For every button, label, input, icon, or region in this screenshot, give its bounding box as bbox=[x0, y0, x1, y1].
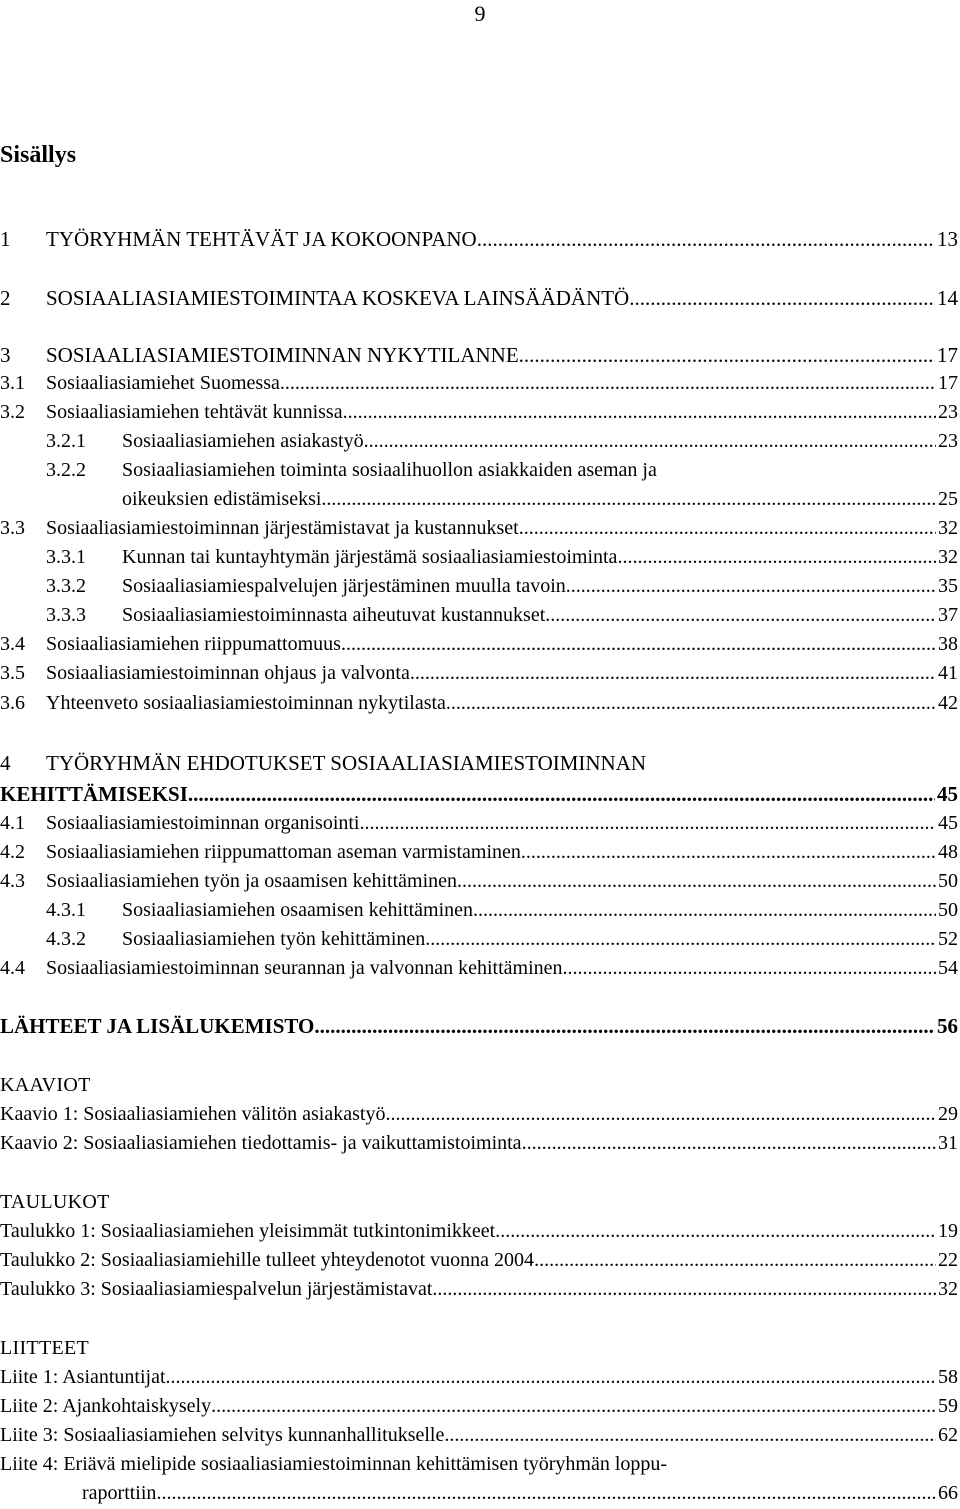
toc-entry-page: 25 bbox=[938, 488, 958, 510]
toc-entry-number: 4.4 bbox=[0, 957, 25, 979]
toc-entry[interactable] bbox=[46, 925, 958, 954]
list-item-label: Liite 3: Sosiaaliasiamiehen selvitys kunnanhallitukselle bbox=[0, 1424, 445, 1446]
toc-entry[interactable] bbox=[0, 809, 958, 838]
toc-entry-page: 56 bbox=[937, 1014, 958, 1038]
toc-entry-number: 3.4 bbox=[0, 633, 25, 655]
toc-entry-page: 45 bbox=[937, 782, 958, 806]
toc-entry-number: 3.3.1 bbox=[46, 546, 86, 568]
toc-entry[interactable] bbox=[0, 838, 958, 867]
list-item[interactable] bbox=[0, 1100, 958, 1129]
toc-entry-label-continued: KEHITTÄMISEKSI bbox=[0, 782, 188, 806]
toc-entry-label: Yhteenveto sosiaaliasiamiestoiminnan nykytilasta bbox=[46, 692, 446, 714]
toc-entry-label: TYÖRYHMÄN EHDOTUKSET SOSIAALIASIAMIESTOIMINNAN bbox=[46, 751, 647, 775]
toc-entry-number: 4.2 bbox=[0, 841, 25, 863]
list-item-page: 19 bbox=[938, 1220, 958, 1242]
toc-entry-number: 3.1 bbox=[0, 372, 25, 394]
leader-dots bbox=[444, 1421, 936, 1450]
toc-entry-number: 3.3.3 bbox=[46, 604, 86, 626]
toc-entry-label: Sosiaaliasiamiehen tehtävät kunnissa bbox=[46, 401, 343, 423]
section-heading-kaaviot: KAAVIOT bbox=[0, 1074, 91, 1096]
toc-entry-page: 35 bbox=[938, 575, 958, 597]
toc-entry-number: 4 bbox=[0, 751, 11, 775]
list-item-page: 66 bbox=[938, 1482, 958, 1504]
leader-dots bbox=[534, 1246, 936, 1275]
list-item-label: Liite 2: Ajankohtaiskysely bbox=[0, 1395, 212, 1417]
toc-entry-label: Sosiaaliasiamiehen työn ja osaamisen kehittäminen bbox=[46, 870, 458, 892]
toc-entry[interactable] bbox=[0, 369, 958, 398]
list-item-label: Liite 1: Asiantuntijat bbox=[0, 1366, 166, 1388]
leader-dots bbox=[314, 1012, 935, 1041]
leader-dots bbox=[519, 514, 936, 543]
toc-entry-page: 48 bbox=[938, 841, 958, 863]
toc-entry-label: Sosiaaliasiamiehen työn kehittäminen bbox=[122, 928, 426, 950]
leader-dots bbox=[521, 838, 936, 867]
toc-entry-continuation[interactable] bbox=[122, 485, 958, 514]
leader-dots bbox=[364, 427, 936, 456]
list-item[interactable] bbox=[0, 1129, 958, 1158]
toc-entry-label: Sosiaaliasiamiehen asiakastyö bbox=[122, 430, 364, 452]
toc-entry[interactable] bbox=[46, 572, 958, 601]
toc-entry-label: Sosiaaliasiamiehen riippumattoman aseman varmistaminen bbox=[46, 841, 521, 863]
toc-entry[interactable] bbox=[0, 398, 958, 427]
toc-entry-page: 52 bbox=[938, 928, 958, 950]
toc-entry-page: 32 bbox=[938, 517, 958, 539]
toc-entry-multiline[interactable] bbox=[46, 456, 657, 485]
leader-dots bbox=[341, 630, 936, 659]
toc-entry-page: 17 bbox=[937, 343, 958, 367]
toc-entry-label: Sosiaaliasiamiehen riippumattomuus bbox=[46, 633, 341, 655]
list-item[interactable] bbox=[0, 1246, 958, 1275]
leader-dots bbox=[563, 954, 936, 983]
leader-dots bbox=[473, 896, 936, 925]
list-item-label: Kaavio 1: Sosiaaliasiamiehen välitön asiakastyö bbox=[0, 1103, 386, 1125]
toc-entry-number: 2 bbox=[0, 286, 11, 310]
leader-dots bbox=[156, 1479, 936, 1508]
toc-entry[interactable] bbox=[46, 601, 958, 630]
toc-entry-references[interactable] bbox=[0, 1012, 958, 1041]
toc-entry-page: 32 bbox=[938, 546, 958, 568]
leader-dots bbox=[385, 1100, 936, 1129]
section-heading-taulukot: TAULUKOT bbox=[0, 1191, 110, 1213]
list-item-page: 32 bbox=[938, 1278, 958, 1300]
toc-entry-page: 37 bbox=[938, 604, 958, 626]
toc-entry-number: 3.6 bbox=[0, 692, 25, 714]
list-item[interactable] bbox=[0, 1421, 958, 1450]
list-item-page: 58 bbox=[938, 1366, 958, 1388]
toc-entry-label: Sosiaaliasiamiestoiminnan ohjaus ja valvonta bbox=[46, 662, 410, 684]
list-item-label: Kaavio 2: Sosiaaliasiamiehen tiedottamis- ja vaikuttamistoiminta bbox=[0, 1132, 522, 1154]
leader-dots bbox=[343, 398, 936, 427]
toc-entry[interactable] bbox=[46, 427, 958, 456]
toc-entry-page: 13 bbox=[937, 227, 958, 251]
toc-entry-label-continued: oikeuksien edistämiseksi bbox=[122, 488, 322, 510]
page-number: 9 bbox=[474, 1, 486, 26]
toc-entry-number: 1 bbox=[0, 227, 11, 251]
leader-dots bbox=[522, 1129, 936, 1158]
toc-entry-label: Sosiaaliasiamiespalvelujen järjestäminen muulla tavoin bbox=[122, 575, 566, 597]
toc-entry-label: Sosiaaliasiamiestoiminnan organisointi bbox=[46, 812, 360, 834]
toc-entry[interactable] bbox=[0, 659, 958, 688]
leader-dots bbox=[410, 659, 936, 688]
toc-entry[interactable] bbox=[46, 543, 958, 572]
leader-dots bbox=[629, 284, 935, 313]
toc-entry-page: 50 bbox=[938, 870, 958, 892]
leader-dots bbox=[166, 1363, 936, 1392]
toc-entry-page: 23 bbox=[938, 401, 958, 423]
toc-entry-label: Kunnan tai kuntayhtymän järjestämä sosiaaliasiamiestoiminta bbox=[122, 546, 618, 568]
leader-dots bbox=[321, 485, 936, 514]
toc-entry-label: Sosiaaliasiamiehen toiminta sosiaalihuollon asiakkaiden aseman ja bbox=[122, 459, 657, 481]
toc-entry-number: 3 bbox=[0, 343, 11, 367]
toc-entry-page: 38 bbox=[938, 633, 958, 655]
toc-entry-number: 3.3 bbox=[0, 517, 25, 539]
toc-entry-number: 3.2.2 bbox=[46, 459, 86, 481]
toc-entry[interactable] bbox=[0, 867, 958, 896]
toc-entry[interactable] bbox=[0, 689, 958, 718]
list-item-page: 22 bbox=[938, 1249, 958, 1271]
list-item[interactable] bbox=[0, 1363, 958, 1392]
toc-entry-page: 42 bbox=[938, 692, 958, 714]
list-item-label: Taulukko 3: Sosiaaliasiamiespalvelun järjestämistavat bbox=[0, 1278, 433, 1300]
toc-entry-number: 4.3.2 bbox=[46, 928, 86, 950]
toc-entry-label: Sosiaaliasiamiestoiminnan järjestämistavat ja kustannukset bbox=[46, 517, 519, 539]
list-item-page: 29 bbox=[938, 1103, 958, 1125]
list-item-page: 62 bbox=[938, 1424, 958, 1446]
leader-dots bbox=[545, 601, 936, 630]
toc-entry-page: 17 bbox=[938, 372, 958, 394]
toc-entry-label: TYÖRYHMÄN TEHTÄVÄT JA KOKOONPANO bbox=[46, 227, 477, 251]
toc-entry-label: Sosiaaliasiamiehet Suomessa bbox=[46, 372, 280, 394]
leader-dots bbox=[617, 543, 936, 572]
leader-dots bbox=[280, 369, 936, 398]
toc-entry[interactable] bbox=[0, 284, 958, 313]
leader-dots bbox=[432, 1275, 936, 1304]
toc-entry-number: 3.2.1 bbox=[46, 430, 86, 452]
toc-entry-page: 41 bbox=[938, 662, 958, 684]
toc-entry-page: 14 bbox=[937, 286, 958, 310]
list-item-label-continued: raporttiin bbox=[82, 1482, 157, 1504]
toc-entry-number: 4.1 bbox=[0, 812, 25, 834]
toc-entry-number: 3.2 bbox=[0, 401, 25, 423]
leader-dots bbox=[495, 1217, 936, 1246]
leader-dots bbox=[188, 780, 935, 809]
list-item-multiline[interactable] bbox=[0, 1450, 667, 1479]
leader-dots bbox=[211, 1392, 936, 1421]
list-item[interactable] bbox=[0, 1217, 958, 1246]
toc-title: Sisällys bbox=[0, 142, 77, 168]
toc-entry-number: 4.3 bbox=[0, 870, 25, 892]
leader-dots bbox=[457, 867, 936, 896]
list-item-continuation[interactable] bbox=[82, 1479, 958, 1508]
list-item-page: 31 bbox=[938, 1132, 958, 1154]
toc-entry-page: 50 bbox=[938, 899, 958, 921]
toc-entry-page: 45 bbox=[938, 812, 958, 834]
toc-entry-continuation[interactable] bbox=[0, 780, 958, 809]
toc-entry-label: LÄHTEET JA LISÄLUKEMISTO bbox=[0, 1014, 315, 1038]
toc-entry[interactable] bbox=[0, 954, 958, 983]
toc-entry-number: 3.3.2 bbox=[46, 575, 86, 597]
toc-entry-label: SOSIAALIASIAMIESTOIMINNAN NYKYTILANNE bbox=[46, 343, 519, 367]
toc-entry-number: 3.5 bbox=[0, 662, 25, 684]
list-item-label: Liite 4: Eriävä mielipide sosiaaliasiamiestoiminnan kehittämisen työryhmän loppu- bbox=[0, 1453, 668, 1475]
leader-dots bbox=[566, 572, 936, 601]
toc-entry-page: 54 bbox=[938, 957, 958, 979]
toc-entry-multiline[interactable] bbox=[0, 749, 646, 778]
toc-entry[interactable] bbox=[0, 630, 958, 659]
list-item[interactable] bbox=[0, 1275, 958, 1304]
leader-dots bbox=[477, 225, 935, 254]
list-item-label: Taulukko 1: Sosiaaliasiamiehen yleisimmät tutkintonimikkeet bbox=[0, 1220, 496, 1242]
toc-entry-label: Sosiaaliasiamiestoiminnasta aiheutuvat kustannukset bbox=[122, 604, 546, 626]
leader-dots bbox=[360, 809, 937, 838]
toc-entry-number: 4.3.1 bbox=[46, 899, 86, 921]
leader-dots bbox=[519, 341, 935, 370]
toc-entry-label: SOSIAALIASIAMIESTOIMINTAA KOSKEVA LAINSÄÄDÄNTÖ bbox=[46, 286, 630, 310]
toc-entry[interactable] bbox=[0, 514, 958, 543]
leader-dots bbox=[446, 689, 936, 718]
leader-dots bbox=[425, 925, 936, 954]
list-item-page: 59 bbox=[938, 1395, 958, 1417]
toc-entry[interactable] bbox=[0, 341, 958, 370]
toc-entry-page: 23 bbox=[938, 430, 958, 452]
toc-entry-label: Sosiaaliasiamiestoiminnan seurannan ja valvonnan kehittäminen bbox=[46, 957, 563, 979]
list-item[interactable] bbox=[0, 1392, 958, 1421]
toc-entry-label: Sosiaaliasiamiehen osaamisen kehittäminen bbox=[122, 899, 474, 921]
section-heading-liitteet: LIITTEET bbox=[0, 1337, 90, 1359]
toc-entry[interactable] bbox=[46, 896, 958, 925]
toc-entry[interactable] bbox=[0, 225, 958, 254]
list-item-label: Taulukko 2: Sosiaaliasiamiehille tulleet yhteydenotot vuonna 2004 bbox=[0, 1249, 535, 1271]
